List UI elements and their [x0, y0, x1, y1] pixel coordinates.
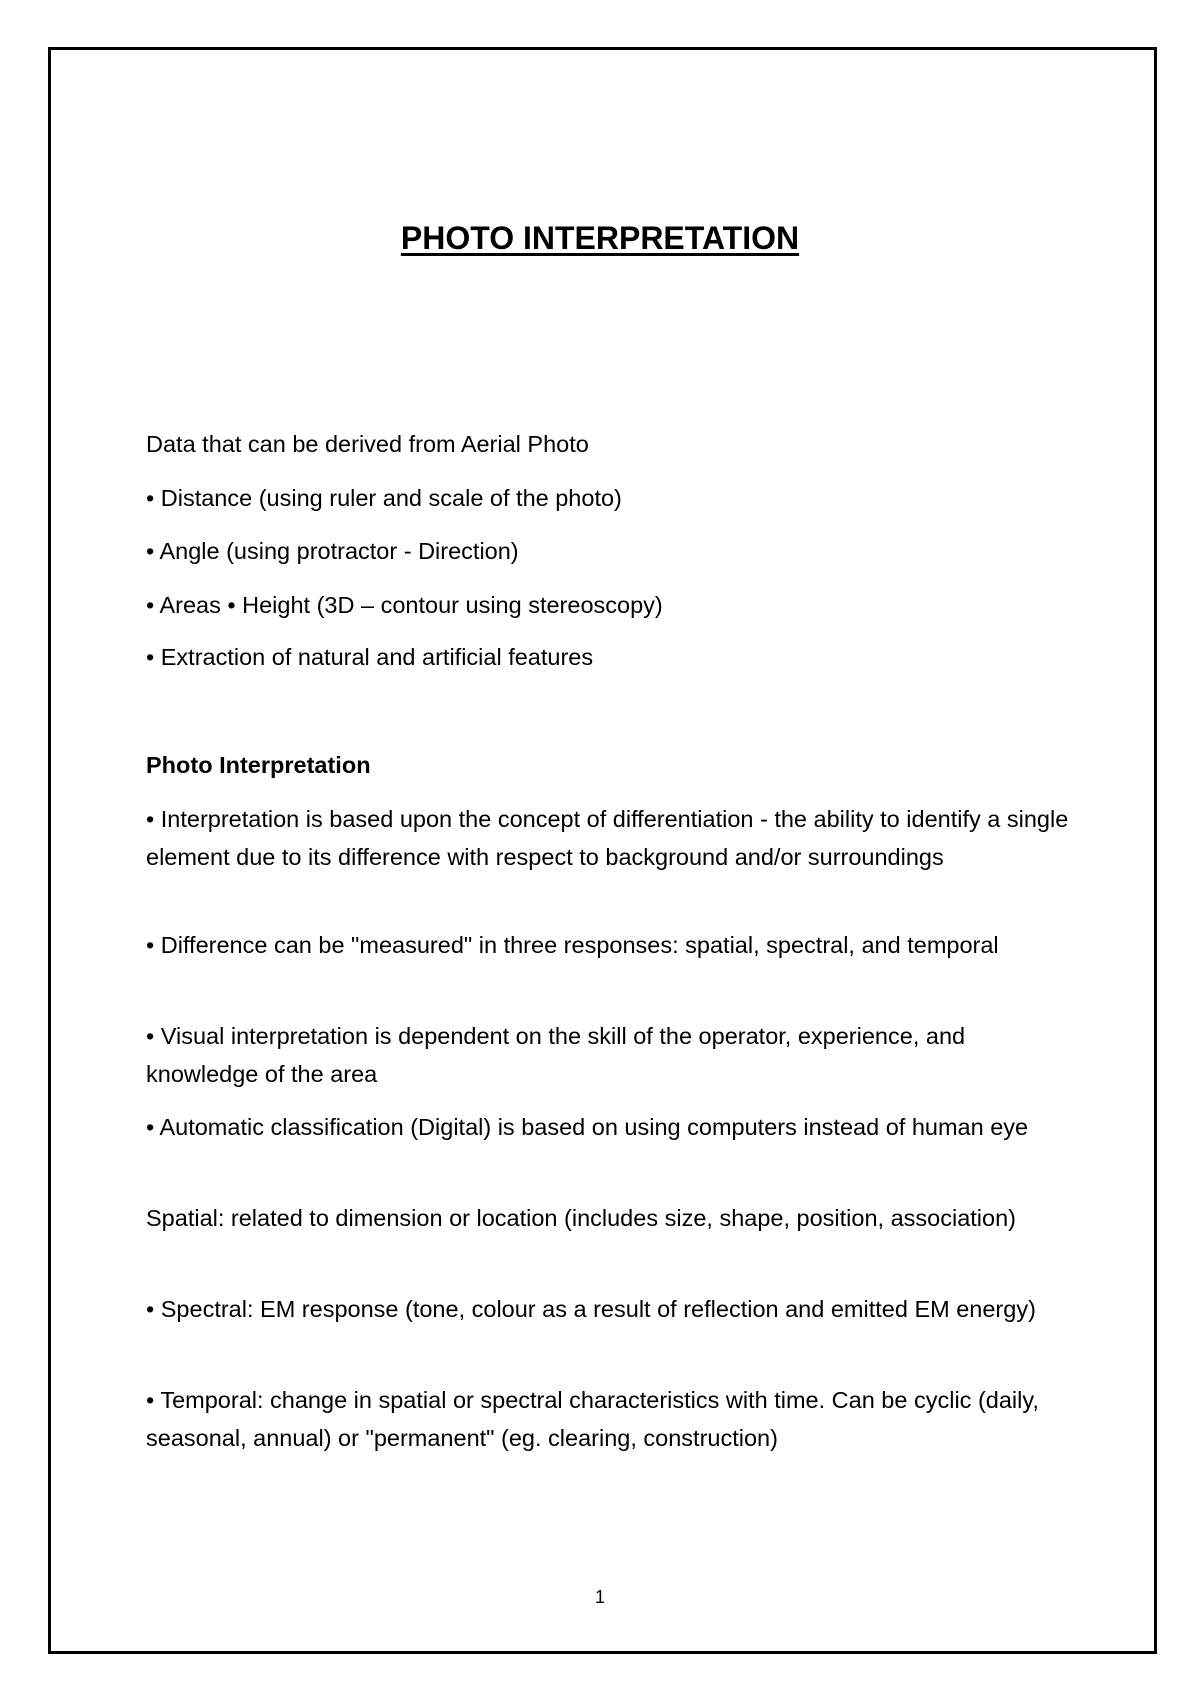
paragraph: Spatial: related to dimension or location (includes size, shape, position, association): [146, 1205, 1016, 1231]
paragraph: • Difference can be "measured" in three responses: spatial, spectral, and temporal: [146, 932, 999, 958]
list-item: • Areas • Height (3D – contour using stereoscopy): [146, 592, 663, 618]
paragraph: • Visual interpretation is dependent on the skill of the operator, experience, and knowledge of the area: [146, 1023, 966, 1087]
list-item: • Angle (using protractor - Direction): [146, 538, 519, 564]
paragraph: • Automatic classification (Digital) is based on using computers instead of human eye: [146, 1114, 1029, 1140]
page-title: PHOTO INTERPRETATION: [400, 220, 800, 256]
list-item: • Extraction of natural and artificial features: [146, 644, 594, 670]
paragraph: • Interpretation is based upon the concept of differentiation - the ability to identify a single element due to its difference with respect to background and/or surroundings: [146, 806, 1069, 870]
paragraph: • Spectral: EM response (tone, colour as a result of reflection and emitted EM energy): [146, 1296, 1036, 1322]
paragraph: • Temporal: change in spatial or spectral characteristics with time. Can be cyclic (daily, seasonal, annual) or "permanent" (eg. clearing, construction): [146, 1387, 1039, 1451]
section2-heading: Photo Interpretation: [146, 752, 371, 778]
page-number: 1: [594, 1587, 605, 1607]
section1-heading: Data that can be derived from Aerial Photo: [146, 431, 589, 457]
list-item: • Distance (using ruler and scale of the photo): [146, 485, 622, 511]
